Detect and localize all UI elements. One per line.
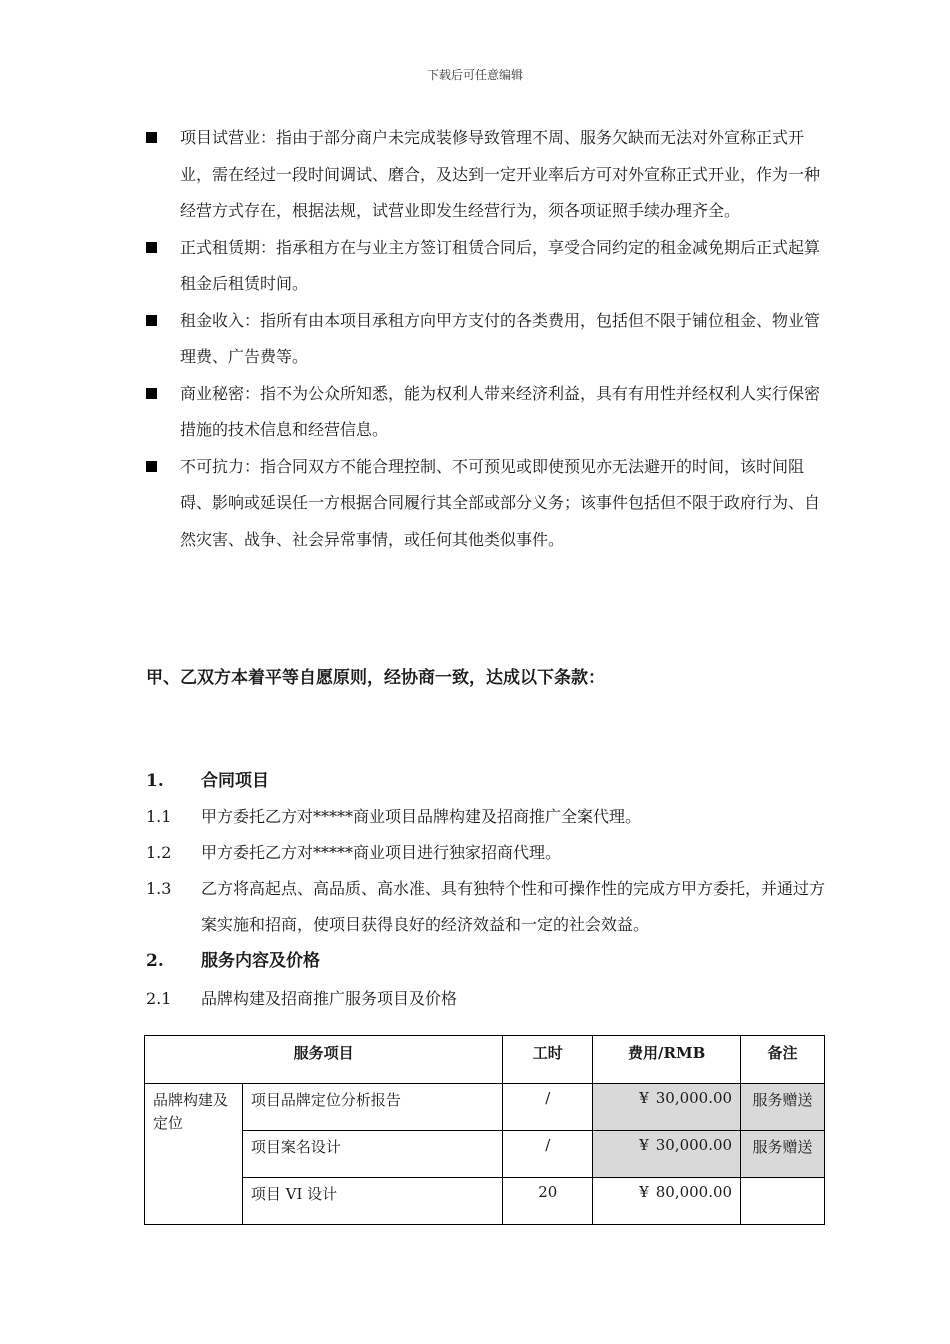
clause-text: 甲方委托乙方对*****商业项目品牌构建及招商推广全案代理。 [201,807,642,826]
clause [146,871,826,943]
square-bullet-icon [146,132,157,143]
note-cell: 服务赠送 [741,1131,825,1178]
section-contract-items [146,765,826,943]
section-title: 合同项目 [201,771,269,791]
clause-number: 1.3 [146,879,172,898]
clause-text: 乙方将高起点、高品质、高水准、具有独特个性和可操作性的完成方甲方委托，并通过方案实施和招商，使项目获得良好的经济效益和一定的社会效益。 [201,879,826,934]
service-item-cell: 项目 VI 设计 [242,1178,502,1225]
header-hours: 工时 [503,1036,593,1084]
hours-cell: / [503,1131,593,1178]
definition-text: 正式租赁期：指承租方在与业主方签订租赁合同后，享受合同约定的租金减免期后正式起算租金后租赁时间。 [180,237,821,293]
section-services-pricing [146,945,826,1017]
definition-item [146,230,826,303]
section-title: 服务内容及价格 [201,951,320,971]
clause-number: 1.2 [146,843,172,862]
definition-item [146,303,826,376]
fee-value: 30,000.00 [655,1136,733,1154]
definition-item [146,376,826,449]
table-row [145,1084,825,1131]
section-number: 1. [146,771,164,791]
fee-cell [593,1131,741,1178]
clause [146,981,826,1017]
category-cell: 品牌构建及定位 [145,1084,243,1225]
definition-item [146,449,826,559]
header-service-item: 服务项目 [145,1036,503,1084]
currency-symbol: ¥ [639,1089,649,1107]
clause-number: 2.1 [146,989,172,1008]
clause-text: 品牌构建及招商推广服务项目及价格 [201,989,458,1008]
clause-number: 1.1 [146,807,172,826]
section-heading [146,765,826,797]
services-price-table [144,1035,825,1225]
header-note: 备注 [741,1036,825,1084]
page-header: 下载后可任意编辑 [426,68,523,82]
currency-symbol: ¥ [639,1183,649,1201]
currency-symbol: ¥ [639,1136,649,1154]
fee-cell [593,1178,741,1225]
square-bullet-icon [146,242,157,253]
section-number: 2. [146,951,164,971]
definition-text: 租金收入：指所有由本项目承租方向甲方支付的各类费用，包括但不限于铺位租金、物业管理费、广告费等。 [180,310,821,366]
agreement-statement: 甲、乙双方本着平等自愿原则，经协商一致，达成以下条款： [146,668,605,688]
definition-text: 不可抗力：指合同双方不能合理控制、不可预见或即使预见亦无法避开的时间，该时间阻碍、影响或延误任一方根据合同履行其全部或部分义务；该事件包括但不限于政府行为、自然灾害、战争、社会异常事情，或任何其他类似事件。 [180,456,821,549]
hours-cell: 20 [503,1178,593,1225]
clause [146,799,826,835]
clause-text: 甲方委托乙方对*****商业项目进行独家招商代理。 [201,843,562,862]
clause [146,835,826,871]
service-item-cell: 项目案名设计 [242,1131,502,1178]
square-bullet-icon [146,388,157,399]
header-fee: 费用/RMB [593,1036,741,1084]
definition-text: 商业秘密：指不为公众所知悉，能为权利人带来经济利益，具有有用性并经权利人实行保密措施的技术信息和经营信息。 [180,383,821,439]
table-row [145,1131,825,1178]
hours-cell: / [503,1084,593,1131]
fee-value: 30,000.00 [655,1089,733,1107]
square-bullet-icon [146,461,157,472]
definitions-list [146,120,826,558]
section-heading [146,945,826,977]
square-bullet-icon [146,315,157,326]
table-row [145,1178,825,1225]
fee-cell [593,1084,741,1131]
definition-text: 项目试营业：指由于部分商户未完成装修导致管理不周、服务欠缺而无法对外宣称正式开业，需在经过一段时间调试、磨合，及达到一定开业率后方可对外宣称正式开业，作为一种经营方式存在，根据法规，试营业即发生经营行为，须各项证照手续办理齐全。 [180,128,821,220]
table-header-row [145,1036,825,1084]
service-item-cell: 项目品牌定位分析报告 [242,1084,502,1131]
definition-item [146,120,826,230]
note-cell [741,1178,825,1225]
fee-value: 80,000.00 [655,1183,733,1201]
note-cell: 服务赠送 [741,1084,825,1131]
